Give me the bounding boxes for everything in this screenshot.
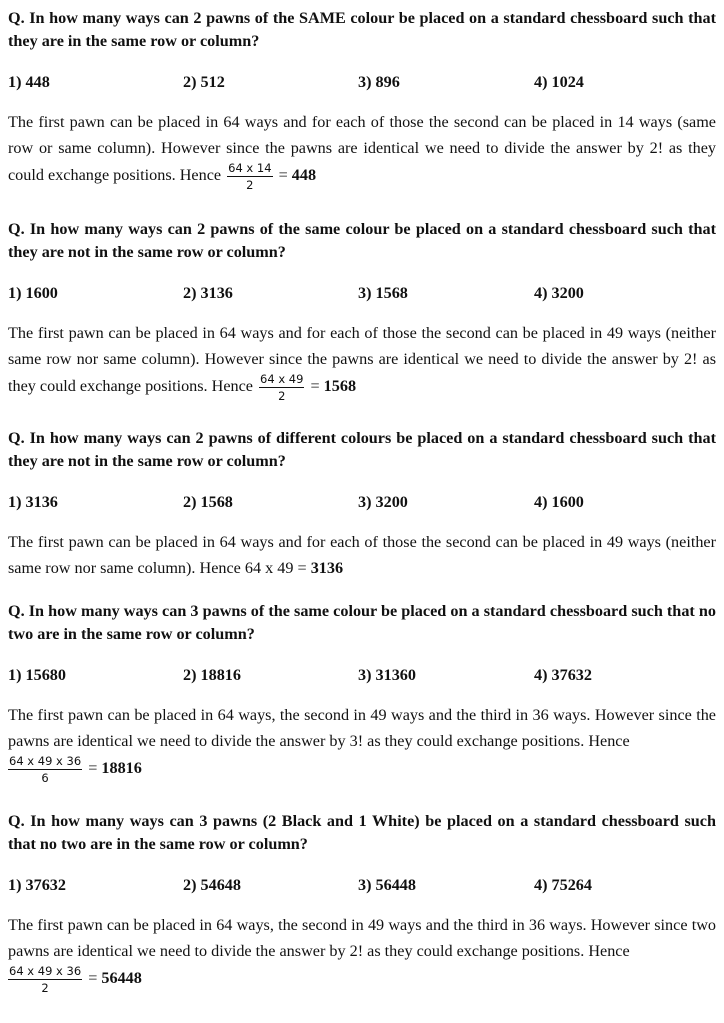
fraction	[8, 754, 82, 785]
option-2: 2) 1568	[183, 493, 233, 511]
answer-value: 56448	[101, 969, 142, 988]
option-4: 4) 1600	[534, 493, 584, 511]
question-text: Q. In how many ways can 2 pawns of the same colour be placed on a standard chessboard such that they are not in the same row or column?	[8, 220, 716, 261]
option-2: 2) 512	[183, 73, 225, 91]
explanation-body: The first pawn can be placed in 64 ways, the second in 49 ways and the third in 36 ways. However since the pawns are identical we need to divide the answer by 3! as they could exchange positions. Hence	[8, 706, 716, 750]
explanation-text	[8, 529, 716, 581]
answer-value: 448	[291, 166, 317, 185]
option-2: 2) 18816	[183, 666, 241, 684]
equals-sign: =	[278, 166, 288, 185]
explanation-text	[8, 320, 716, 403]
question-text: Q. In how many ways can 2 pawns of the SAME colour be placed on a standard chessboard such that they are in the same row or column?	[8, 9, 716, 50]
fraction-denominator: 2	[246, 178, 254, 192]
answer-value: 18816	[101, 759, 142, 778]
option-4: 4) 1024	[534, 73, 584, 91]
option-1: 1) 3136	[8, 493, 58, 511]
option-2: 2) 3136	[183, 284, 233, 302]
equals-sign: =	[88, 969, 98, 988]
formula-line	[8, 964, 716, 995]
option-3: 3) 1568	[358, 284, 408, 302]
fraction	[227, 161, 272, 192]
question-text: Q. In how many ways can 3 pawns of the same colour be placed on a standard chessboard such that no two are in the same row or column?	[8, 602, 716, 643]
question-text: Q. In how many ways can 3 pawns (2 Black and 1 White) be placed on a standard chessboard such that no two are in the same row or column?	[8, 812, 716, 853]
option-1: 1) 37632	[8, 876, 66, 894]
option-1: 1) 1600	[8, 284, 58, 302]
option-1: 1) 15680	[8, 666, 66, 684]
fraction-denominator: 6	[41, 771, 49, 785]
fraction	[259, 372, 304, 403]
equals-sign: =	[310, 377, 320, 396]
options-row	[8, 493, 716, 515]
option-3: 3) 56448	[358, 876, 416, 894]
option-3: 3) 31360	[358, 666, 416, 684]
option-4: 4) 37632	[534, 666, 592, 684]
explanation-text	[8, 109, 716, 192]
answer-value: 3136	[310, 559, 344, 577]
option-4: 4) 3200	[534, 284, 584, 302]
options-row	[8, 666, 716, 688]
option-2: 2) 54648	[183, 876, 241, 894]
options-row	[8, 73, 716, 95]
options-row	[8, 876, 716, 898]
question-block-1	[8, 7, 716, 192]
option-1: 1) 448	[8, 73, 50, 91]
equals-sign: =	[297, 559, 307, 577]
question-block-3	[8, 427, 716, 581]
explanation-text	[8, 702, 716, 785]
fraction-denominator: 2	[41, 981, 49, 995]
fraction-numerator: 64 x 14	[228, 161, 272, 175]
formula-line	[8, 754, 716, 785]
question-text: Q. In how many ways can 2 pawns of different colours be placed on a standard chessboard such that they are not in the same row or column?	[8, 429, 716, 470]
question-block-5	[8, 810, 716, 995]
fraction-numerator: 64 x 49 x 36	[9, 964, 82, 978]
fraction	[8, 964, 82, 995]
explanation-text	[8, 912, 716, 995]
explanation-body: The first pawn can be placed in 64 ways and for each of those the second can be placed in 49 ways (neither same row nor same column). Hence 64 x 49	[8, 533, 716, 577]
option-4: 4) 75264	[534, 876, 592, 894]
fraction-denominator: 2	[278, 389, 286, 403]
explanation-body: The first pawn can be placed in 64 ways and for each of those the second can be placed in 49 ways (neither same row nor same column). However since the pawns are identical we need to divide the answer by 2! as they could exchange positions. Hence	[8, 324, 716, 396]
equals-sign: =	[88, 759, 98, 778]
fraction-numerator: 64 x 49	[260, 372, 304, 386]
explanation-body: The first pawn can be placed in 64 ways and for each of those the second can be placed in 14 ways (same row or same column). However since the pawns are identical we need to divide the answer by 2! as they could exchange positions. Hence	[8, 113, 716, 185]
fraction-numerator: 64 x 49 x 36	[9, 754, 82, 768]
explanation-body: The first pawn can be placed in 64 ways, the second in 49 ways and the third in 36 ways. However since two pawns are identical we need to divide the answer by 2! as they could exchange positions. Hence	[8, 916, 716, 960]
question-block-2	[8, 218, 716, 403]
option-3: 3) 896	[358, 73, 400, 91]
question-block-4	[8, 600, 716, 785]
options-row	[8, 284, 716, 306]
answer-value: 1568	[323, 377, 357, 396]
option-3: 3) 3200	[358, 493, 408, 511]
